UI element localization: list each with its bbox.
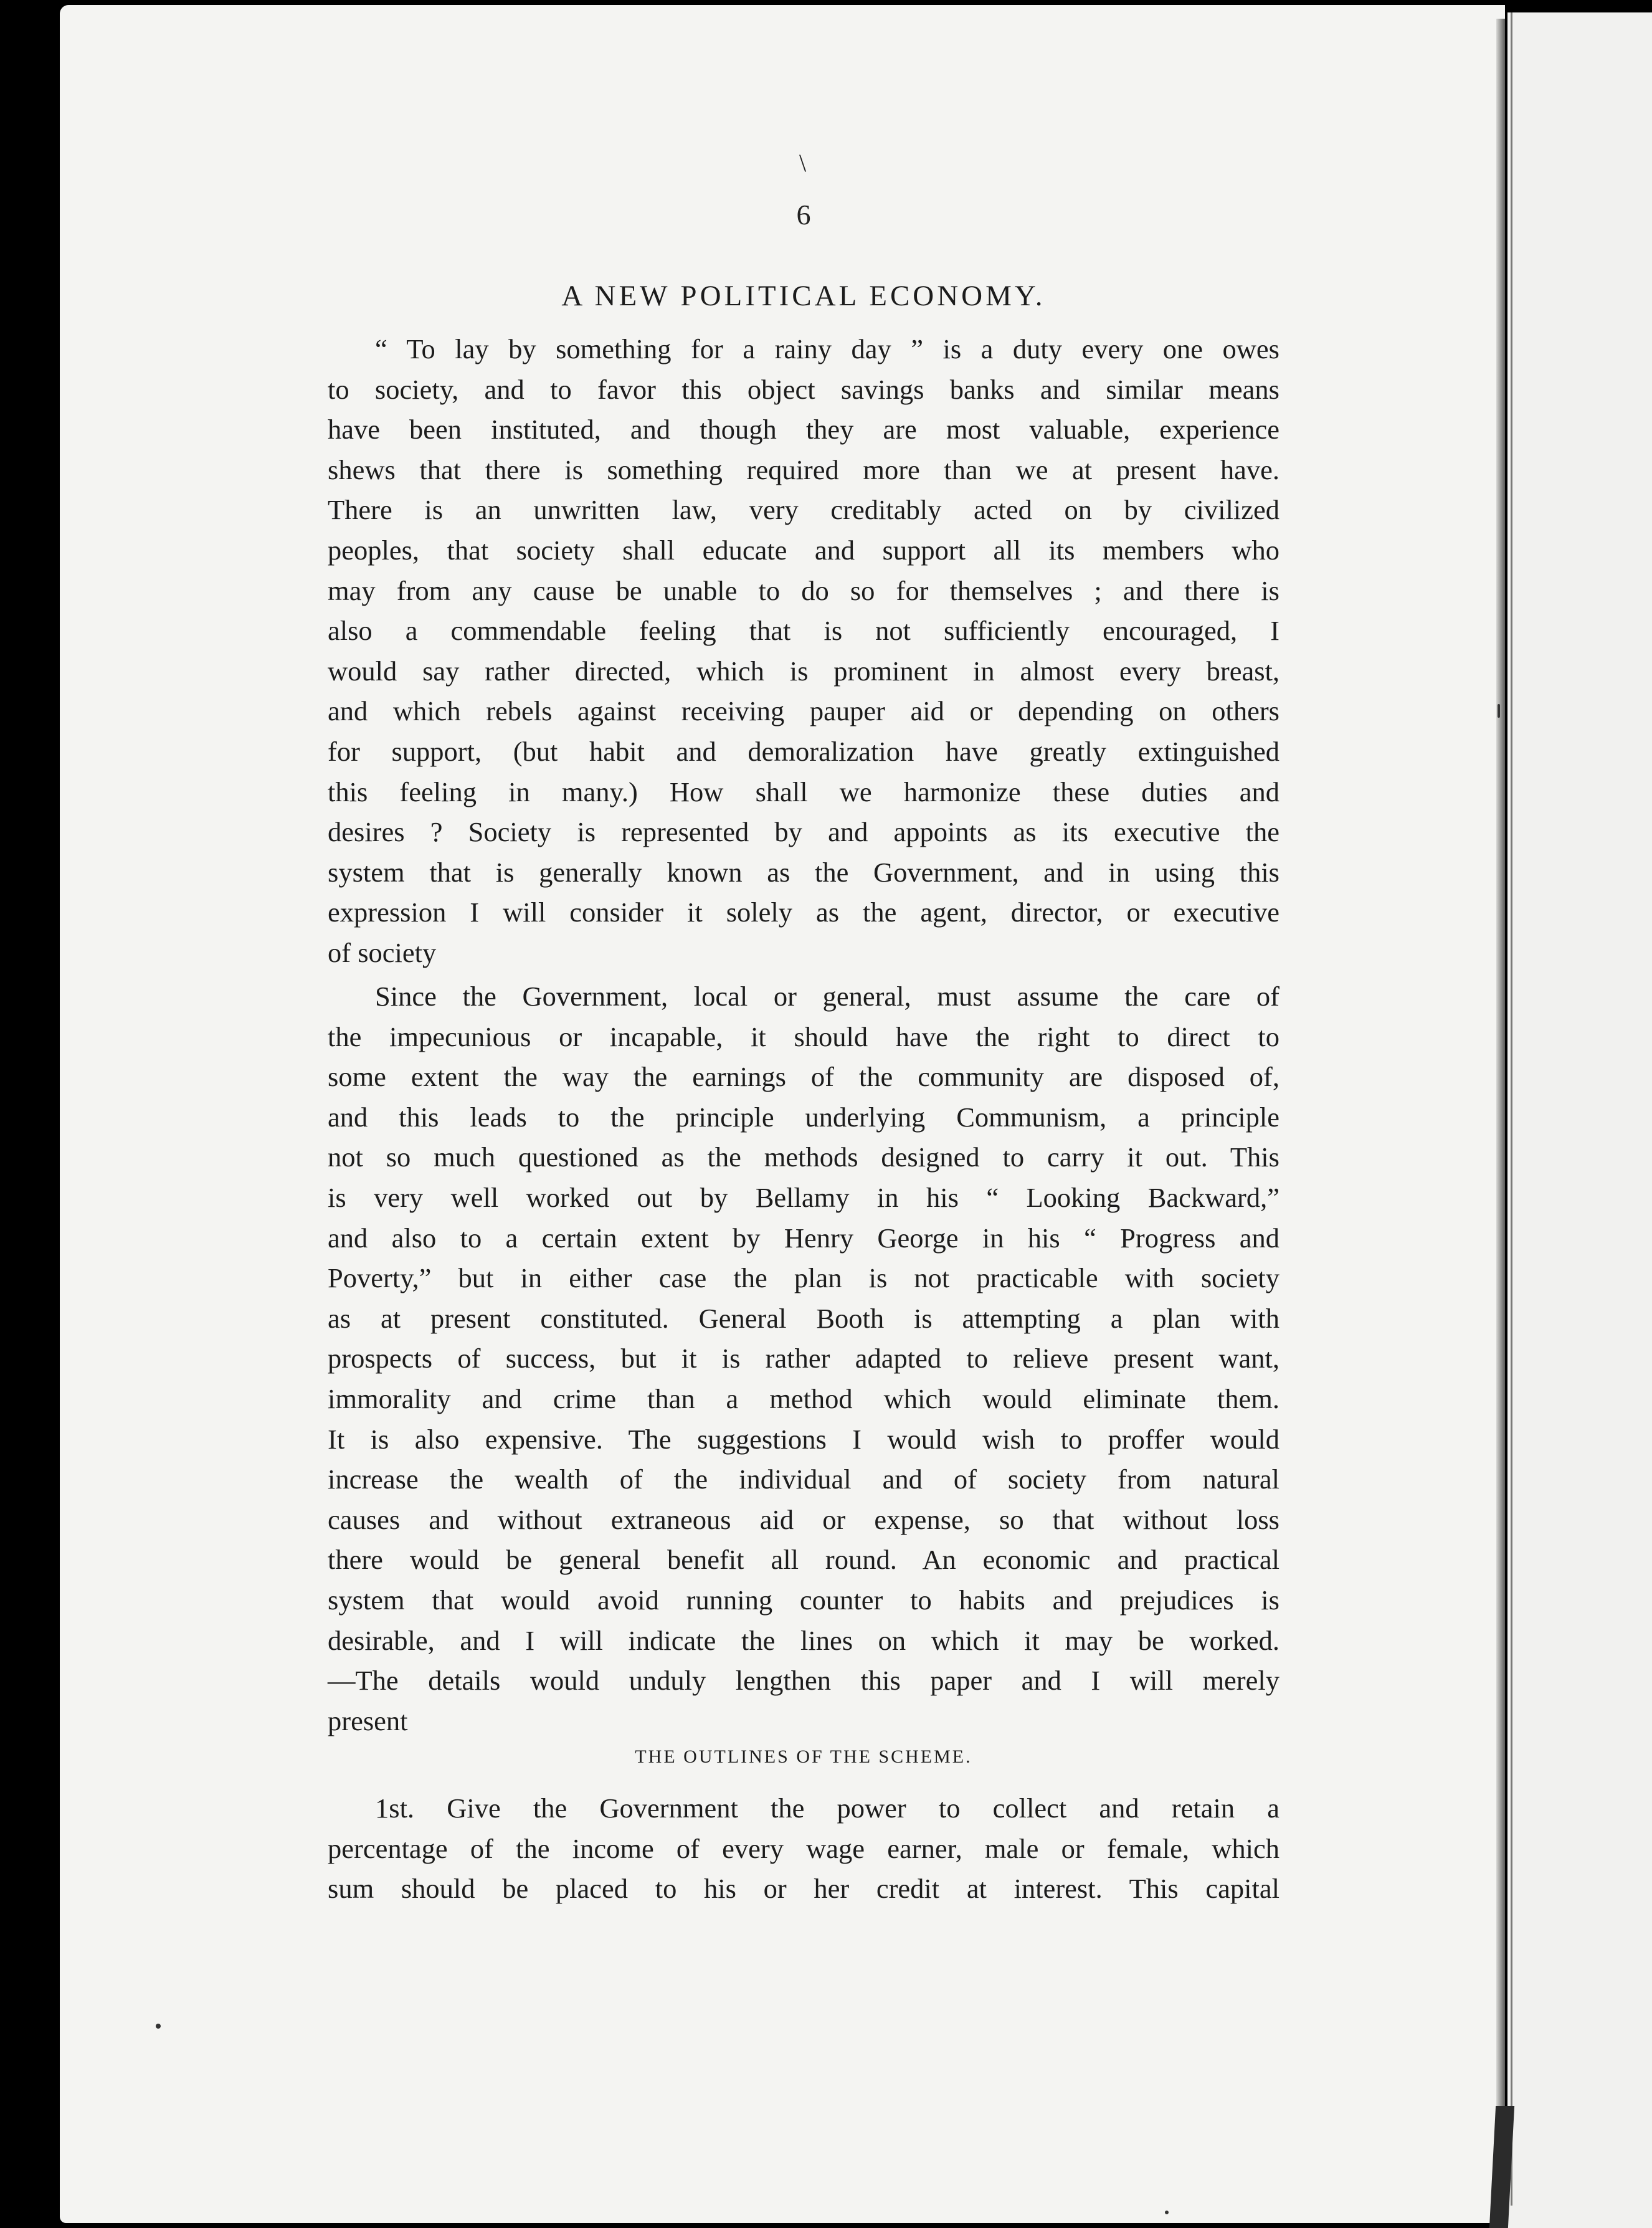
text-line: system that would avoid running counter to habits and prejudices is xyxy=(328,1584,1279,1616)
paragraph-2 xyxy=(328,976,1279,1741)
text-line: may from any cause be unable to do so for themselves ; and there is xyxy=(328,574,1279,606)
text-line: is very well worked out by Bellamy in his “ Looking Backward,” xyxy=(328,1181,1279,1213)
text-line: some extent the way the earnings of the community are disposed of, xyxy=(328,1061,1279,1093)
section-subheading: THE OUTLINES OF THE SCHEME. xyxy=(635,1746,972,1767)
text-line: and this leads to the principle underlying Communism, a principle xyxy=(328,1101,1279,1133)
text-line: system that is generally known as the Government, and in using this xyxy=(328,856,1279,888)
text-line: peoples, that society shall educate and support all its members who xyxy=(328,534,1279,566)
text-line: 1st. Give the Government the power to collect and retain a xyxy=(375,1792,1279,1824)
scan-speck xyxy=(1165,2211,1169,2214)
page-edge-line xyxy=(1511,12,1512,2206)
text-line: not so much questioned as the methods designed to carry it out. This xyxy=(328,1141,1279,1173)
text-line: prospects of success, but it is rather adapted to relieve present want, xyxy=(328,1343,1279,1374)
text-line: would say rather directed, which is prominent in almost every breast, xyxy=(328,655,1279,687)
text-line: “ To lay by something for a rainy day ” is a duty every one owes xyxy=(375,333,1279,364)
text-line: shews that there is something required more than we at present have. xyxy=(328,454,1279,485)
text-line: desires ? Society is represented by and appoints as its executive the xyxy=(328,816,1279,848)
scan-speck xyxy=(1498,704,1500,718)
text-line: Since the Government, local or general, must assume the care of xyxy=(375,981,1279,1012)
text-line: also a commendable feeling that is not sufficiently encouraged, I xyxy=(328,615,1279,647)
text-line: for support, (but habit and demoralization have greatly extinguished xyxy=(328,735,1279,767)
page-title: A NEW POLITICAL ECONOMY. xyxy=(561,280,1046,312)
text-line: the impecunious or incapable, it should have the right to direct to xyxy=(328,1021,1279,1052)
text-line: increase the wealth of the individual and of society from natural xyxy=(328,1464,1279,1495)
text-line: present xyxy=(328,1705,408,1736)
facing-page xyxy=(1507,12,1652,2228)
text-line: There is an unwritten law, very creditably acted on by civilized xyxy=(328,494,1279,526)
top-mark: \ xyxy=(799,149,807,177)
text-line: It is also expensive. The suggestions I would wish to proffer would xyxy=(328,1423,1279,1455)
text-line: there would be general benefit all round. An economic and practical xyxy=(328,1544,1279,1576)
text-line: percentage of the income of every wage earner, male or female, which xyxy=(328,1832,1279,1864)
text-line: —The details would unduly lengthen this paper and I will merely xyxy=(328,1665,1279,1697)
text-line: Poverty,” but in either case the plan is not practicable with society xyxy=(328,1262,1279,1294)
text-line: expression I will consider it solely as the agent, director, or executive xyxy=(328,897,1279,928)
scan-speck xyxy=(156,2024,161,2029)
text-line: and which rebels against receiving pauper aid or depending on others xyxy=(328,695,1279,727)
text-line: desirable, and I will indicate the lines on which it may be worked. xyxy=(328,1624,1279,1656)
page-number: 6 xyxy=(796,199,811,231)
text-line: sum should be placed to his or her credit at interest. This capital xyxy=(328,1873,1279,1905)
paragraph-1 xyxy=(328,329,1279,973)
text-line: and also to a certain extent by Henry George in his “ Progress and xyxy=(328,1222,1279,1254)
text-line: this feeling in many.) How shall we harmonize these duties and xyxy=(328,776,1279,807)
page-gutter-shadow xyxy=(1496,19,1505,2199)
paragraph-3 xyxy=(328,1788,1279,1909)
text-line: of society xyxy=(328,936,437,968)
text-line: to society, and to favor this object savings banks and similar means xyxy=(328,373,1279,405)
text-line: as at present constituted. General Booth is attempting a plan with xyxy=(328,1302,1279,1334)
text-line: immorality and crime than a method which would eliminate them. xyxy=(328,1383,1279,1414)
text-line: causes and without extraneous aid or expense, so that without loss xyxy=(328,1503,1279,1535)
text-line: have been instituted, and though they are most valuable, experience xyxy=(328,414,1279,445)
